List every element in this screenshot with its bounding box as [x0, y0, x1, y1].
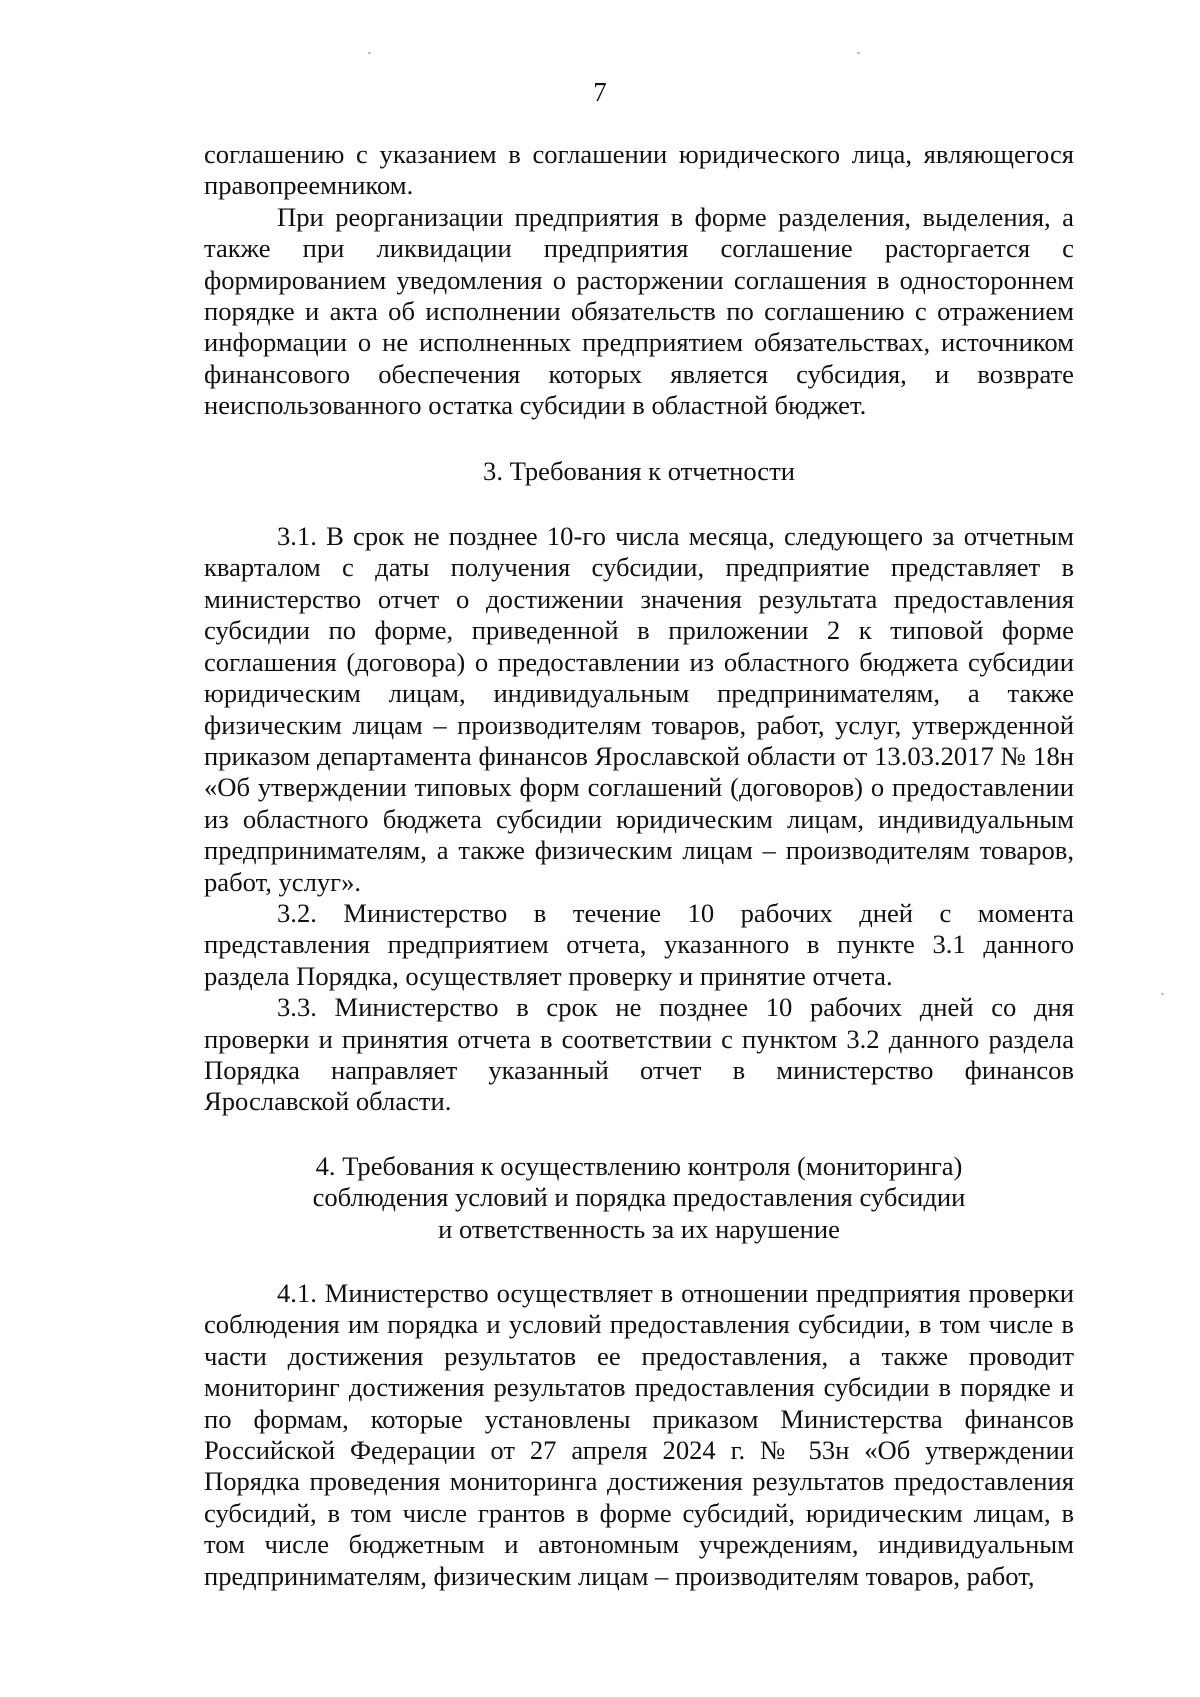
section-4-heading-line: 4. Требования к осуществлению контроля (мониторинга) [315, 1150, 963, 1181]
section-4-heading-line: соблюдения условий и порядка предоставления субсидии [312, 1182, 966, 1213]
paragraph-reorganization: При реорганизации предприятия в форме разделения, выделения, а также при ликвидации предприятия соглашение расторгается с формированием уведомления о расторжении соглашения в одностороннем порядке и акта об исполнении обязательств по соглашению с отражением информации о не исполненных предприятием обязательствах, источником финансового обеспечения которых является субсидия, и возврате неиспользованного остатка субсидии в областной бюджет. [204, 201, 1074, 421]
document-body [204, 139, 1074, 1592]
section-4-heading [204, 1151, 1074, 1245]
paragraph-continuation: соглашению с указанием в соглашении юридического лица, являющегося правопреемником. [204, 139, 1074, 201]
section-4-heading-line: и ответственность за их нарушение [438, 1213, 840, 1244]
paragraph-4-1: 4.1. Министерство осуществляет в отношении предприятия проверки соблюдения им порядка и условий предоставления субсидии, в том числе в части достижения результатов ее предоставления, а также проводит мониторинг достижения результатов предоставления субсидии в порядке и по формам, которые установлены приказом Министерства финансов Российской Федерации от 27 апреля 2024 г. № 53н «Об утверждении Порядка проведения мониторинга достижения результатов предоставления субсидий, в том числе грантов в форме субсидий, юридическим лицам, в том числе бюджетным и автономным учреждениям, индивидуальным предпринимателям, физическим лицам – производителям товаров, работ, [204, 1278, 1074, 1591]
paragraph-3-2: 3.2. Министерство в течение 10 рабочих дней с момента представления предприятием отчета, указанного в пункте 3.1 данного раздела Порядка, осуществляет проверку и принятие отчета. [204, 897, 1074, 991]
paragraph-3-1: 3.1. В срок не позднее 10-го числа месяца, следующего за отчетным кварталом с даты получения субсидии, предприятие представляет в министерство отчет о достижении значения результата предоставления субсидии по форме, приведенной в приложении 2 к типовой форме соглашения (договора) о предоставлении из областного бюджета субсидии юридическим лицам, индивидуальным предпринимателям, а также физическим лицам – производителям товаров, работ, услуг, утвержденной приказом департамента финансов Ярославской области от 13.03.2017 № 18н «Об утверждении типовых форм соглашений (договоров) о предоставлении из областного бюджета субсидии юридическим лицам, индивидуальным предпринимателям, а также физическим лицам – производителям товаров, работ, услуг». [204, 521, 1074, 897]
page-number: 7 [593, 77, 607, 107]
section-3-heading: 3. Требования к отчетности [483, 455, 795, 486]
paragraph-3-3: 3.3. Министерство в срок не позднее 10 рабочих дней со дня проверки и принятия отчета в соответствии с пунктом 3.2 данного раздела Порядка направляет указанный отчет в министерство финансов Ярославской области. [204, 992, 1074, 1117]
scan-speck [368, 52, 371, 54]
scan-speck [857, 52, 860, 54]
scan-speck [1161, 993, 1164, 995]
